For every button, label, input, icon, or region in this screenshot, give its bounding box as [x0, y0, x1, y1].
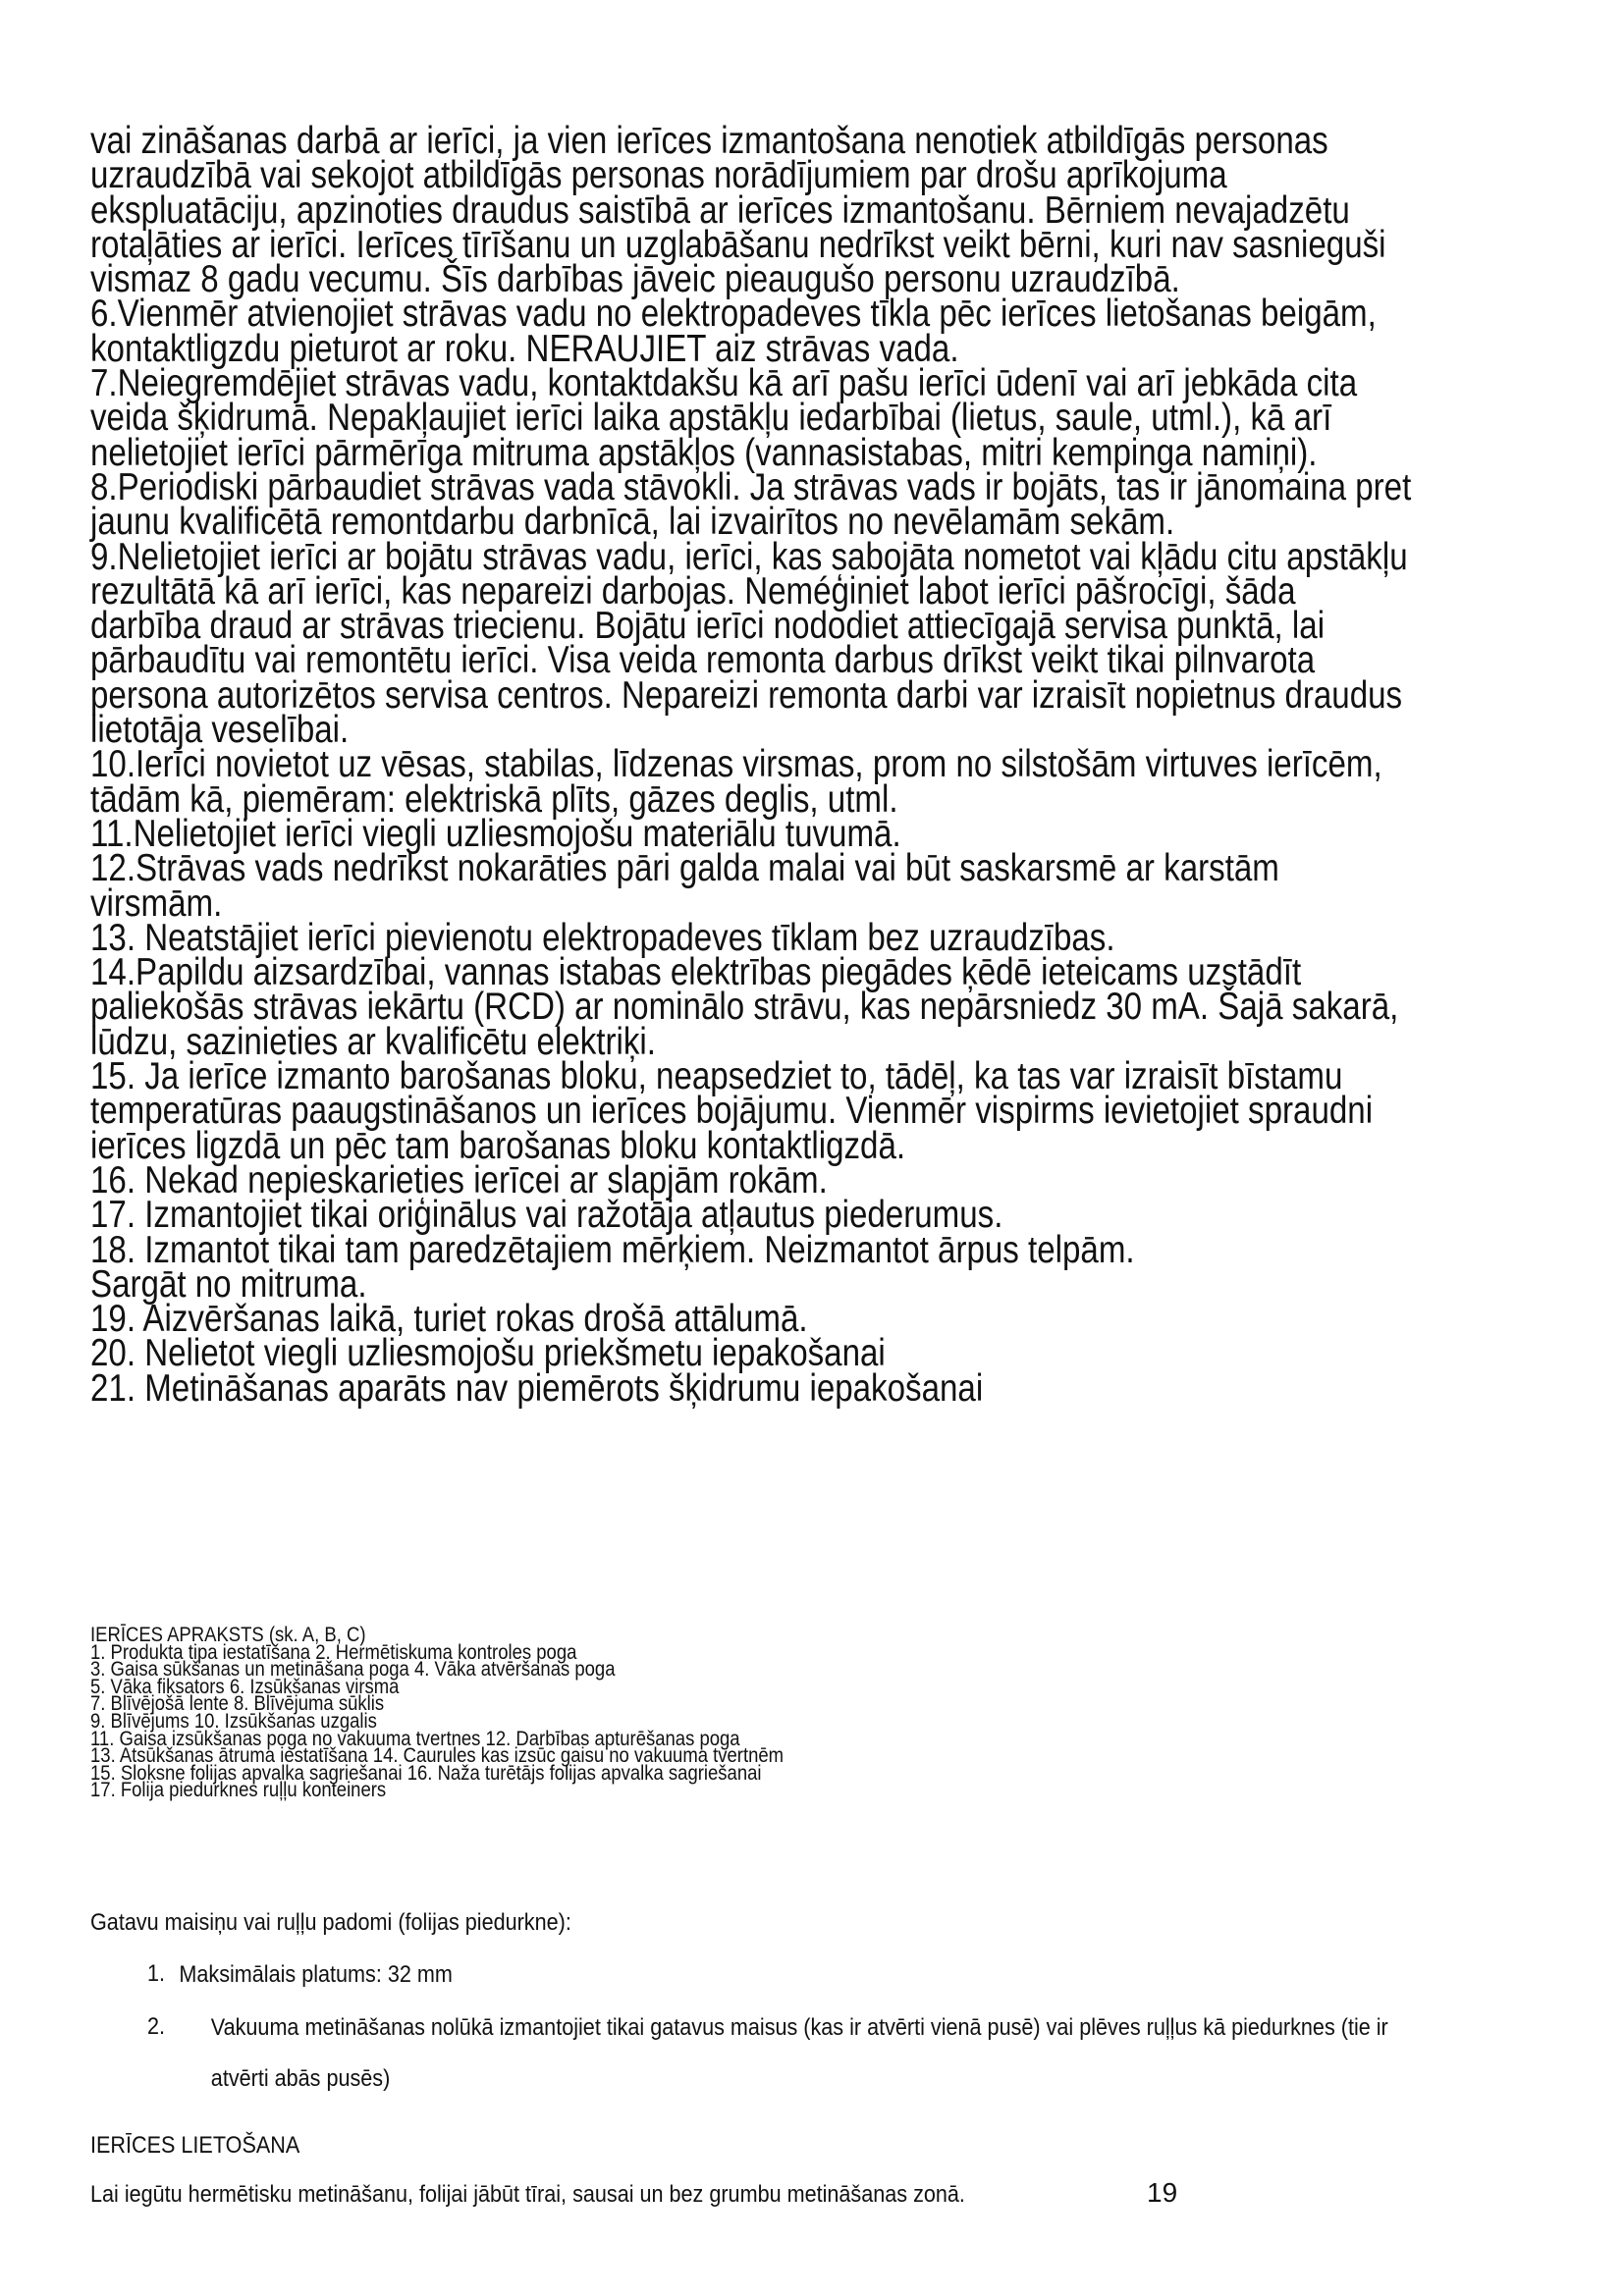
- safety-line: 8.Periodiski pārbaudiet strāvas vada stāvokli. Ja strāvas vads ir bojāts, tas ir jānomaina pret: [90, 465, 1412, 508]
- description-line: 1. Produkta tipa iestatīšana 2. Hermētiskuma kontroles poga: [90, 1639, 577, 1664]
- description-line: 7. Blīvējošā lente 8. Blīvējuma sūklis: [90, 1691, 385, 1716]
- safety-line: 9.Nelietojiet ierīci ar bojātu strāvas vadu, ierīci, kas sabojāta nometot vai kļādu citu apstākļu: [90, 535, 1408, 578]
- safety-line: Sargāt no mitruma.: [90, 1262, 367, 1306]
- usage-text: Lai iegūtu hermētisku metināšanu, folijai jābūt tīrai, sausai un bez grumbu metināšanas zonā.: [90, 2181, 965, 2208]
- description-line: 3. Gaisa sūkšanas un metināšana poga 4. Vāka atvēršanas poga: [90, 1657, 616, 1682]
- safety-line: 15. Ja ierīce izmanto barošanas bloku, neapsedziet to, tādēļ, ka tas var izraisīt bīstamu: [90, 1055, 1343, 1098]
- safety-line: 20. Nelietot viegli uzliesmojošu priekšmetu iepakošanai: [90, 1332, 886, 1375]
- safety-line: ekspluatāciju, apzinoties draudus saistībā ar ierīces izmantošanu. Bērniem nevajadzētu: [90, 188, 1350, 232]
- tip-text: Vakuuma metināšanas nolūkā izmantojiet tikai gatavus maisus (kas ir atvērti vienā pusē) vai plēves ruļļus kā piedurknes (tie ir: [210, 2014, 1388, 2041]
- safety-line: veida šķidrumā. Nepakļaujiet ierīci laika apstākļu iedarbībai (lietus, saule, utml.), kā arī: [90, 397, 1332, 440]
- safety-line: darbība draud ar strāvas triecienu. Bojātu ierīci nododiet attiecīgajā servisa punktā, lai: [90, 605, 1326, 648]
- safety-line: 19. Aizvēršanas laikā, turiet rokas drošā attālumā.: [90, 1298, 808, 1341]
- safety-line: 18. Izmantot tikai tam paredzētajiem mērķiem. Neizmantot ārpus telpām.: [90, 1228, 1135, 1271]
- description-line: 15. Sloksne folijas apvalka sagriešanai 16. Naža turētājs folijas apvalka sagriešanai: [90, 1760, 762, 1785]
- safety-line: uzraudzībā vai sekojot atbildīgās personas norādījumiem par drošu aprīkojuma: [90, 154, 1227, 197]
- safety-line: 12.Strāvas vads nedrīkst nokarāties pāri galda malai vai būt saskarsmē ar karstām: [90, 847, 1279, 890]
- safety-line: 16. Nekad nepieskarieties ierīcei ar slapjām rokām.: [90, 1158, 828, 1201]
- safety-line: 21. Metināšanas aparāts nav piemērots šķidrumu iepakošanai: [90, 1366, 984, 1410]
- safety-line: nelietojiet ierīci pārmērīga mitruma apstākļos (vannasistabas, mitri kempinga namiņi).: [90, 431, 1318, 474]
- safety-line: paliekošās strāvas iekārtu (RCD) ar nominālo strāvu, kas nepārsniedz 30 mA. Šajā sakarā,: [90, 986, 1399, 1029]
- tip-number: 1.: [147, 1960, 166, 1987]
- safety-instructions: [90, 120, 1563, 1410]
- safety-line: 10.Ierīci novietot uz vēsas, stabilas, līdzenas virsmas, prom no silstošām virtuves ierīcēm,: [90, 743, 1382, 786]
- description-line: 17. Folija piedurknes ruļļu konteiners: [90, 1778, 387, 1802]
- tips-title: Gatavu maisiņu vai ruļļu padomi (folijas piedurkne):: [90, 1909, 571, 1936]
- safety-line: virsmām.: [90, 881, 223, 925]
- device-description-list: [90, 1623, 785, 1802]
- safety-line: vai zināšanas darbā ar ierīci, ja vien ierīces izmantošana nenotiek atbildīgās personas: [90, 120, 1328, 162]
- tip-item: [147, 1960, 1388, 1990]
- safety-line: rezultātā kā arī ierīci, kas nepareizi darbojas. Neméģiniet labot ierīci pāšrocīgi, šāda: [90, 569, 1296, 613]
- description-line: 5. Vāka fiksators 6. Izsūkšanas virsma: [90, 1674, 400, 1698]
- tip-number: 2.: [147, 2013, 166, 2040]
- safety-line: 11.Nelietojiet ierīci viegli uzliesmojošu materiālu tuvumā.: [90, 812, 901, 855]
- safety-line: tādām kā, piemēram: elektriskā plīts, gāzes deglis, utml.: [90, 777, 898, 821]
- safety-line: pārbaudītu vai remontētu ierīci. Visa veida remonta darbus drīkst veikt tikai pilnvarota: [90, 639, 1316, 682]
- safety-text-block: [90, 120, 1563, 1410]
- description-line: 9. Blīvējums 10. Izsūkšanas uzgalis: [90, 1708, 377, 1733]
- usage-title: IERĪCES LIETOŠANA: [90, 2132, 300, 2159]
- safety-line: 17. Izmantojiet tikai oriģinālus vai ražotāja atļautus piederumus.: [90, 1194, 1003, 1237]
- tips-list: [147, 1960, 1388, 2094]
- safety-line: vismaz 8 gadu vecumu. Šīs darbības jāveic pieaugušo personu uzraudzībā.: [90, 258, 1180, 301]
- description-heading: IERĪCES APRAKSTS (sk. A, B, C): [90, 1623, 366, 1646]
- safety-line: lietotāja veselībai.: [90, 709, 350, 752]
- description-line: 13. Atsūkšanas ātruma iestatīšana 14. Caurules kas izsūc gaisu no vakuuma tvertnēm: [90, 1743, 785, 1768]
- safety-line: temperatūras paaugstināšanos un ierīces bojājumu. Vienmēr vispirms ievietojiet spraudni: [90, 1090, 1374, 1133]
- page-number: 19: [1147, 2177, 1178, 2208]
- tip-item: [147, 2013, 1388, 2094]
- tip-text: atvērti abās pusēs): [210, 2065, 391, 2092]
- safety-line: 7.Neiegremdējiet strāvas vadu, kontaktdakšu kā arī pašu ierīci ūdenī vai arī jebkāda cita: [90, 362, 1358, 405]
- safety-line: lūdzu, sazinieties ar kvalificētu elektriķi.: [90, 1020, 656, 1063]
- tip-text: Maksimālais platums: 32 mm: [179, 1961, 453, 1988]
- safety-line: 14.Papildu aizsardzībai, vannas istabas elektrības piegādes ķēdē ieteicams uzstādīt: [90, 951, 1302, 994]
- safety-line: kontaktligzdu pieturot ar roku. NERAUJIET aiz strāvas vada.: [90, 327, 959, 370]
- safety-line: jaunu kvalificētā remontdarbu darbnīcā, lai izvairītos no nevēlamām sekām.: [90, 501, 1175, 544]
- safety-line: rotaļāties ar ierīci. Ierīces tīrīšanu un uzglabāšanu nedrīkst veikt bērni, kuri nav sasnieguši: [90, 223, 1386, 266]
- safety-line: persona autorizētos servisa centros. Nepareizi remonta darbi var izraisīt nopietnus draudus: [90, 673, 1403, 717]
- description-line: 11. Gaisa izsūkšanas poga no vakuuma tvertnes 12. Darbības apturēšanas poga: [90, 1726, 740, 1750]
- safety-line: 6.Vienmēr atvienojiet strāvas vadu no elektropadeves tīkla pēc ierīces lietošanas beigām,: [90, 293, 1377, 336]
- safety-line: ierīces ligzdā un pēc tam barošanas bloku kontaktligzdā.: [90, 1124, 906, 1167]
- safety-line: 13. Neatstājiet ierīci pievienotu elektropadeves tīklam bez uzraudzības.: [90, 916, 1115, 959]
